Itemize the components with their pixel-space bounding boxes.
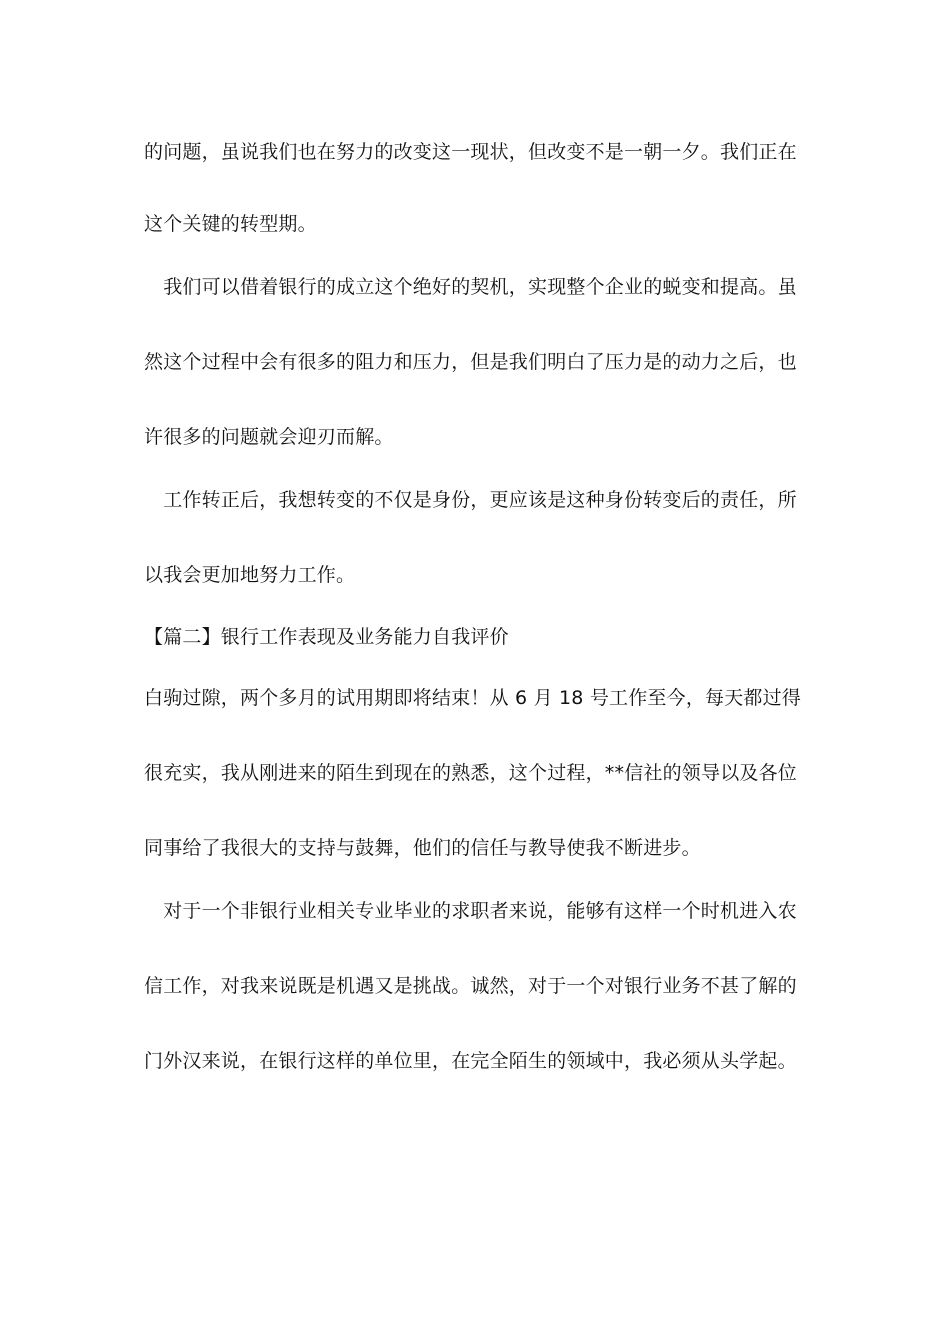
paragraph-line: 工作转正后，我想转变的不仅是身份，更应该是这种身份转变后的责任，所 bbox=[144, 489, 797, 511]
paragraph-line: 的问题，虽说我们也在努力的改变这一现状，但改变不是一朝一夕。我们正在 bbox=[144, 141, 797, 163]
paragraph-line: 门外汉来说，在银行这样的单位里，在完全陌生的领域中，我必须从头学起。 bbox=[144, 1050, 797, 1072]
paragraph-line: 很充实，我从刚进来的陌生到现在的熟悉，这个过程，**信社的领导以及各位 bbox=[144, 762, 798, 784]
paragraph-line: 许很多的问题就会迎刃而解。 bbox=[144, 426, 394, 448]
paragraph-line: 同事给了我很大的支持与鼓舞，他们的信任与教导使我不断进步。 bbox=[144, 837, 701, 859]
paragraph-line: 对于一个非银行业相关专业毕业的求职者来说，能够有这样一个时机进入农 bbox=[144, 900, 797, 922]
paragraph-line: 信工作，对我来说既是机遇又是挑战。诚然，对于一个对银行业务不甚了解的 bbox=[144, 975, 797, 997]
paragraph-line: 这个关键的转型期。 bbox=[144, 213, 317, 235]
paragraph-line: 然这个过程中会有很多的阻力和压力，但是我们明白了压力是的动力之后，也 bbox=[144, 351, 797, 373]
paragraph-line: 以我会更加地努力工作。 bbox=[144, 564, 356, 586]
paragraph-line: 白驹过隙，两个多月的试用期即将结束！从 6 月 18 号工作至今，每天都过得 bbox=[144, 687, 802, 709]
section-heading: 【篇二】银行工作表现及业务能力自我评价 bbox=[144, 626, 509, 648]
paragraph-line: 我们可以借着银行的成立这个绝好的契机，实现整个企业的蜕变和提高。虽 bbox=[144, 276, 797, 298]
